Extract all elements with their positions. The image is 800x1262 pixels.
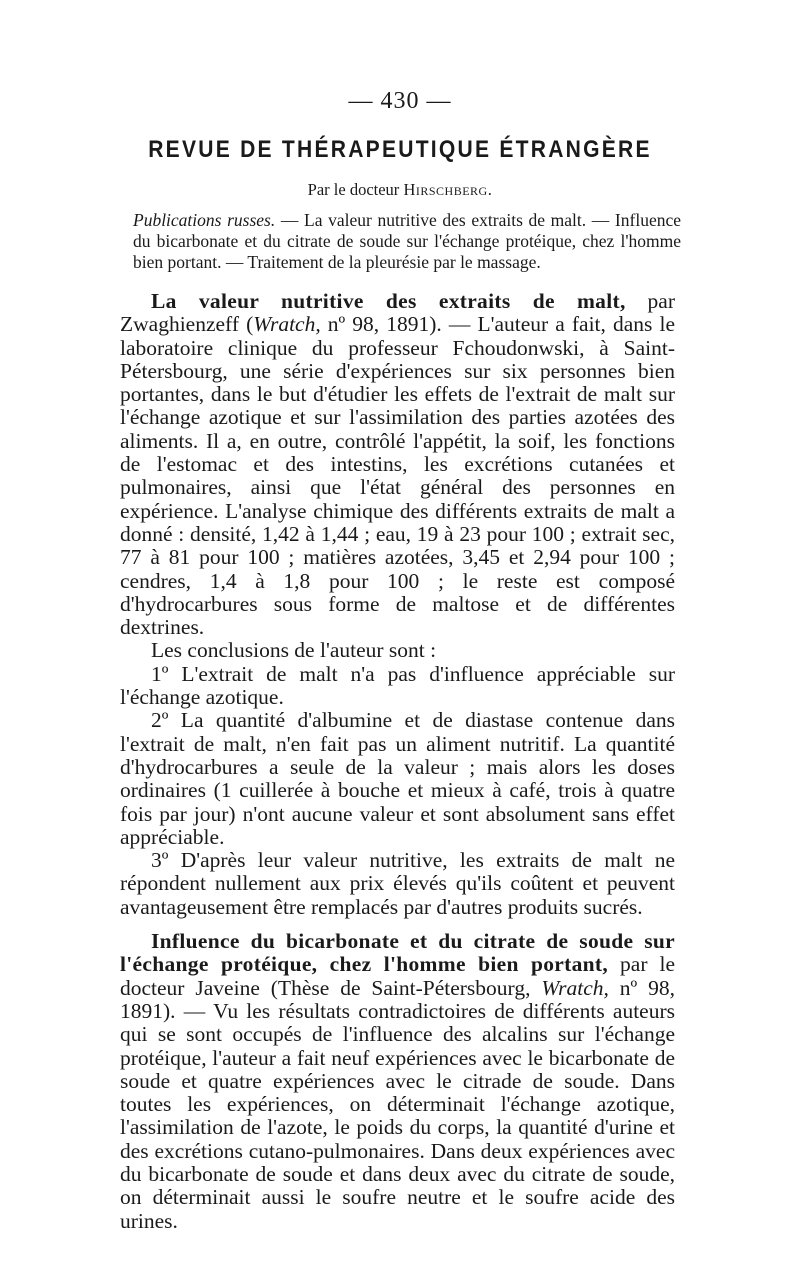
- conclusion-item: 1º L'extrait de malt n'a pas d'influence appréciable sur l'échange azotique.: [120, 661, 675, 710]
- section-summary: [133, 210, 681, 273]
- article1-source-journal: Wratch,: [253, 312, 321, 337]
- summary-lead: Publications russes.: [133, 210, 276, 230]
- article1-title: La valeur nutritive des extraits de malt,: [151, 289, 626, 313]
- article1-source-ref: nº 98, 1891). —: [320, 312, 478, 337]
- article2-byline: par le docteur Javeine (Thèse de Saint-Pétersbourg,: [120, 952, 675, 1000]
- article2-title: Influence du bicarbonate et du citrate de soude sur l'échange protéique, chez l'homme bien portant,: [120, 929, 675, 977]
- author-byline: [0, 180, 800, 200]
- conclusion-item: 2º La quantité d'albumine et de diastase contenue dans l'extrait de malt, n'en fait pas un aliment nutritif. La quantité d'hydrocarbures a seule de la valeur ; mais alors les doses ordinaires (1 cuillerée à bouche et mieux à café, trois à quatre fois par jour) n'ont aucune valeur et sont absolument sans effet appréciable.: [120, 708, 675, 849]
- byline-author: Hirschberg.: [403, 180, 493, 199]
- article2-text: Vu les résultats contradictoires de différents auteurs qui se sont occupés de l'influence des alcalins sur l'échange protéique, l'auteur a fait neuf expériences avec le bicarbonate de soude et quatre expériences avec le citrade de soude. Dans toutes les expériences, on déterminait l'échange azotique, l'assimilation de l'azote, le poids du corps, la quantité d'urine et des excrétions cutano-pulmonaires. Dans deux expériences avec du bicarbonate de soude et dans deux avec du citrate de soude, on déterminait aussi le soufre neutre et le soufre acide des urines.: [120, 998, 675, 1233]
- article1-byline: par Zwaghienzeff (: [120, 289, 675, 337]
- article2-paragraph: [120, 930, 675, 1233]
- page-number: — 430 —: [348, 88, 452, 114]
- article-body: [120, 290, 675, 1233]
- article1-intro: L'auteur a fait, dans le laboratoire clinique du professeur Fchoudonwski, à Saint-Pétersbourg, une série d'expériences sur six personnes bien portantes, dans le but d'étudier les effets de l'extrait de malt sur l'échange azotique et sur l'assimilation des parties azotées des aliments. Il a, en outre, contrôlé l'appétit, la soif, les fonctions de l'estomac et des intestins, les excrétions cutanées et pulmonaires, ainsi que l'état général des personnes en expérience. L'analyse chimique des différents extraits de malt a donné : densité, 1,42 à 1,44 ; eau, 19 à 23 pour 100 ; extrait sec, 77 à 81 pour 100 ; matières azotées, 3,45 et 2,94 pour 100 ; cendres, 1,4 à 1,8 pour 100 ; le reste est composé d'hydrocarbures sous forme de maltose et de différentes dextrines.: [120, 312, 675, 640]
- article2-source-journal: Wratch,: [541, 975, 609, 1000]
- byline-prefix: Par le docteur: [307, 180, 404, 199]
- conclusions-intro: Les conclusions de l'auteur sont :: [151, 638, 437, 663]
- summary-text: — La valeur nutritive des extraits de malt. — Influence du bicarbonate et du citrate de soude sur l'échange protéique, chez l'homme bien portant. — Traitement de la pleurésie par le massage.: [133, 210, 681, 272]
- conclusion-item: 3º D'après leur valeur nutritive, les extraits de malt ne répondent nullement aux prix élevés qu'ils coûtent et peuvent avantageusement être remplacés par d'autres produits sucrés.: [120, 848, 675, 919]
- running-title: REVUE DE THÉRAPEUTIQUE ÉTRANGÈRE: [148, 136, 652, 163]
- article1-paragraph: [120, 290, 675, 639]
- article2-source-ref: nº 98, 1891). —: [120, 975, 675, 1023]
